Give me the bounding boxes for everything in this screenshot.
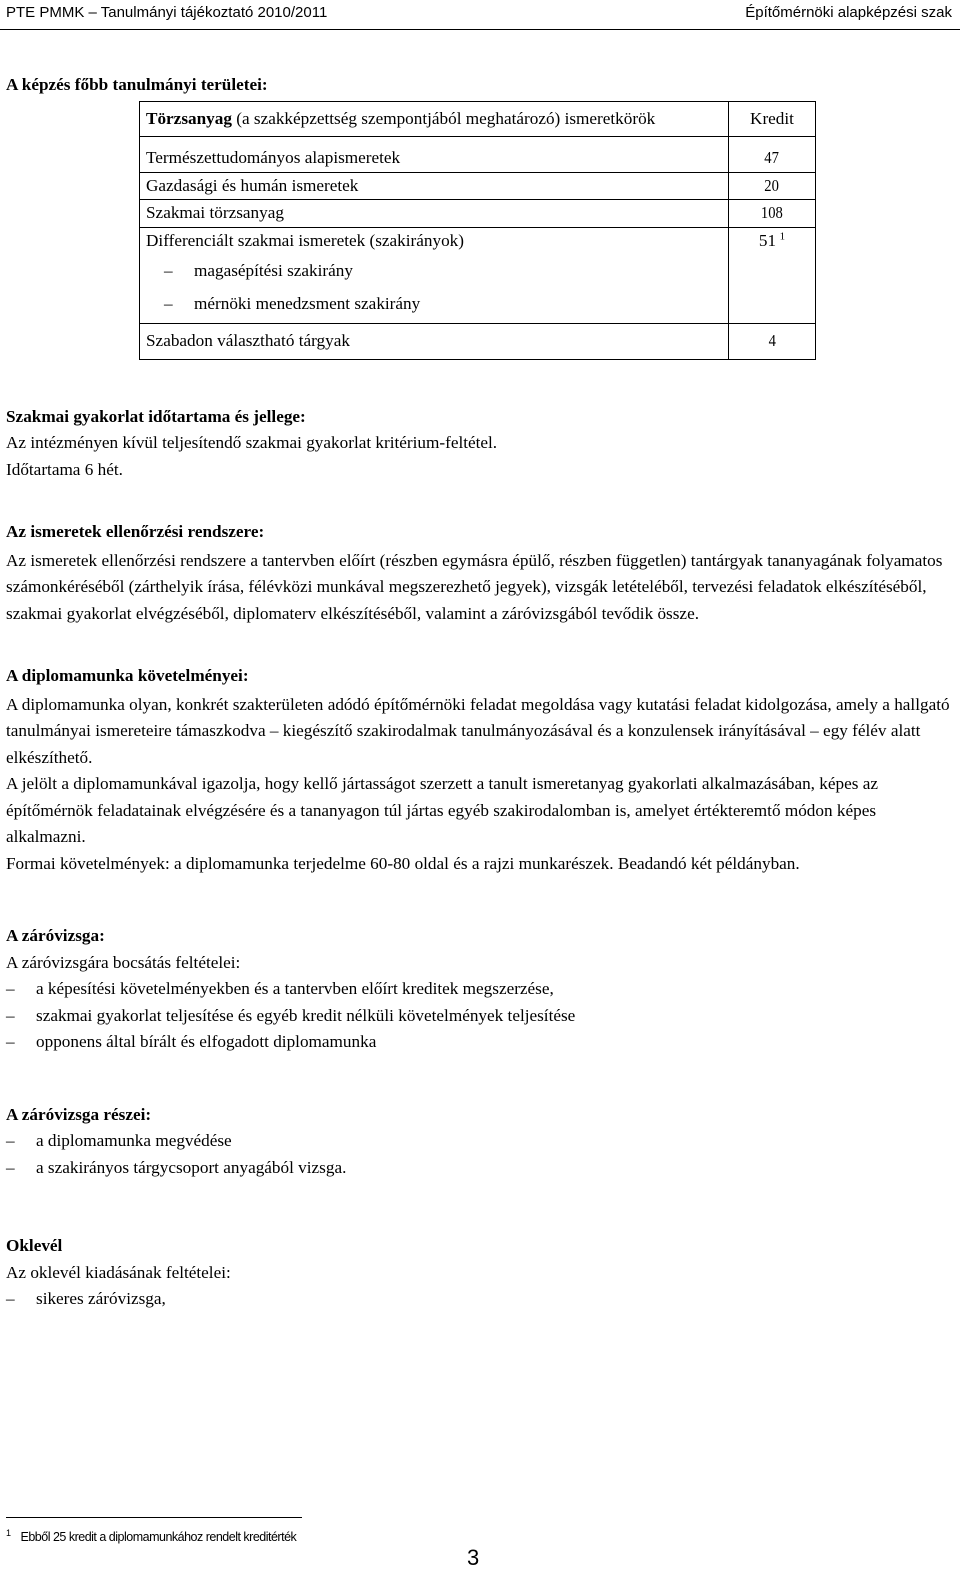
table-header-label (140, 101, 729, 137)
assessment-heading: Az ismeretek ellenőrzési rendszere: (6, 522, 265, 541)
diploma-heading: Oklevél (6, 1236, 63, 1255)
table-header-bold: Törzsanyag (146, 108, 232, 128)
list-item: – szakmai gyakorlat teljesítése és egyéb kredit nélküli követelmények teljesítése (6, 1005, 576, 1025)
row-credit: 47 (764, 148, 780, 167)
thesis-paragraph: A jelölt a diplomamunkával igazolja, hogy kellő jártasságot szerzett a tanult ismeretanyag gyakorlati alkalmazásában, képes az építőmérnök feladatainak elvégzésére és a tananyagon túl jártas egyéb szakirodalomban is, amelyet értékteremtő módon képes alkalmazni. (6, 774, 878, 846)
practice-section (6, 404, 954, 484)
row-credit: 108 (761, 203, 783, 222)
header-left-text: PTE PMMK – Tanulmányi tájékoztató 2010/2011 (6, 4, 328, 21)
final-exam-section (6, 923, 954, 1056)
specialization-item: – magasépítési szakirány (164, 261, 353, 280)
list-item: – a diplomamunka megvédése (6, 1131, 232, 1150)
thesis-paragraph: Formai követelmények: a diplomamunka terjedelme 60-80 oldal és a rajzi munkarészek. Beadandó két példányban. (6, 853, 800, 873)
practice-heading: Szakmai gyakorlat időtartama és jellege: (6, 406, 306, 426)
row-credit: 4 (768, 331, 776, 350)
final-exam-heading: A záróvizsga: (6, 926, 105, 945)
diploma-intro: Az oklevél kiadásának feltételei: (6, 1262, 231, 1282)
table-row-specializations (140, 227, 816, 324)
page-header (0, 0, 960, 30)
assessment-section (6, 519, 954, 627)
row-credit: 51 (758, 230, 777, 250)
specialization-item: – mérnöki menedzsment szakirány (164, 293, 421, 313)
study-areas-heading: A képzés főbb tanulmányi területei: (6, 75, 268, 94)
final-exam-intro: A záróvizsgára bocsátás feltételei: (6, 952, 241, 972)
exam-parts-section (6, 1102, 954, 1182)
practice-line: Az intézményen kívül teljesítendő szakmai gyakorlat kritérium-feltétel. (6, 433, 498, 452)
row-label: Gazdasági és humán ismeretek (146, 175, 359, 195)
list-item: – a szakirányos tárgycsoport anyagából vizsga. (6, 1157, 347, 1177)
thesis-heading: A diplomamunka követelményei: (6, 666, 249, 685)
row-label: Szakmai törzsanyag (146, 203, 284, 222)
row-label: Természettudományos alapismeretek (146, 148, 401, 167)
table-header-credit: Kredit (729, 101, 816, 137)
footnote (6, 1528, 296, 1544)
diploma-section (6, 1233, 954, 1313)
table-header-rest: (a szakképzettség szempontjából meghatározó) ismeretkörök (231, 108, 656, 128)
thesis-section (6, 663, 954, 877)
row-credit: 20 (764, 175, 780, 195)
exam-parts-heading: A záróvizsga részei: (6, 1104, 152, 1124)
list-item: – opponens által bírált és elfogadott diplomamunka (6, 1032, 377, 1051)
list-item: – sikeres záróvizsga, (6, 1289, 166, 1308)
practice-line: Időtartama 6 hét. (6, 459, 123, 479)
table-row (140, 324, 816, 360)
footnote-number: 1 (6, 1528, 11, 1538)
table-row (140, 200, 816, 228)
footnote-ref: 1 (779, 229, 786, 242)
list-item: – a képesítési követelményekben és a tantervben előírt kreditek megszerzése, (6, 979, 554, 998)
row-label: Differenciált szakmai ismeretek (szakirányok) (146, 230, 464, 250)
footnote-text: Ebből 25 kredit a diplomamunkához rendelt kreditérték (20, 1530, 297, 1545)
assessment-text: Az ismeretek ellenőrzési rendszere a tantervben előírt (részben egymásra épülő, részben független) tantárgyak tananyagának folyamatos számonkéréséből (zárthelyik írása, félévközi munkával megszerezhető jegyek), vizsgák letételéből, tervezési feladatok elkészítéséből, szakmai gyakorlat elvégzéséből, diplomaterv elkészítéséből, valamint a záróvizsgából tevődik össze. (6, 550, 943, 623)
page-number: 3 (467, 1545, 480, 1570)
header-right-text: Építőmérnöki alapképzési szak (745, 4, 952, 21)
document-body (6, 72, 954, 1313)
credits-table (139, 101, 816, 360)
table-row (140, 137, 816, 173)
table-header-row (140, 101, 816, 137)
thesis-paragraph: A diplomamunka olyan, konkrét szakterületen adódó építőmérnöki feladat megoldása vagy kutatási feladat kidolgozása, amely a hallgató tanulmányai ismereteire támaszkodva – kiegészítő szakirodalmak tanulmányozásával és a konzulensek irányításával – egy félév alatt elkészíthető. (6, 694, 950, 767)
footnote-separator (6, 1517, 302, 1518)
table-row (140, 172, 816, 200)
row-label: Szabadon választható tárgyak (146, 331, 350, 350)
